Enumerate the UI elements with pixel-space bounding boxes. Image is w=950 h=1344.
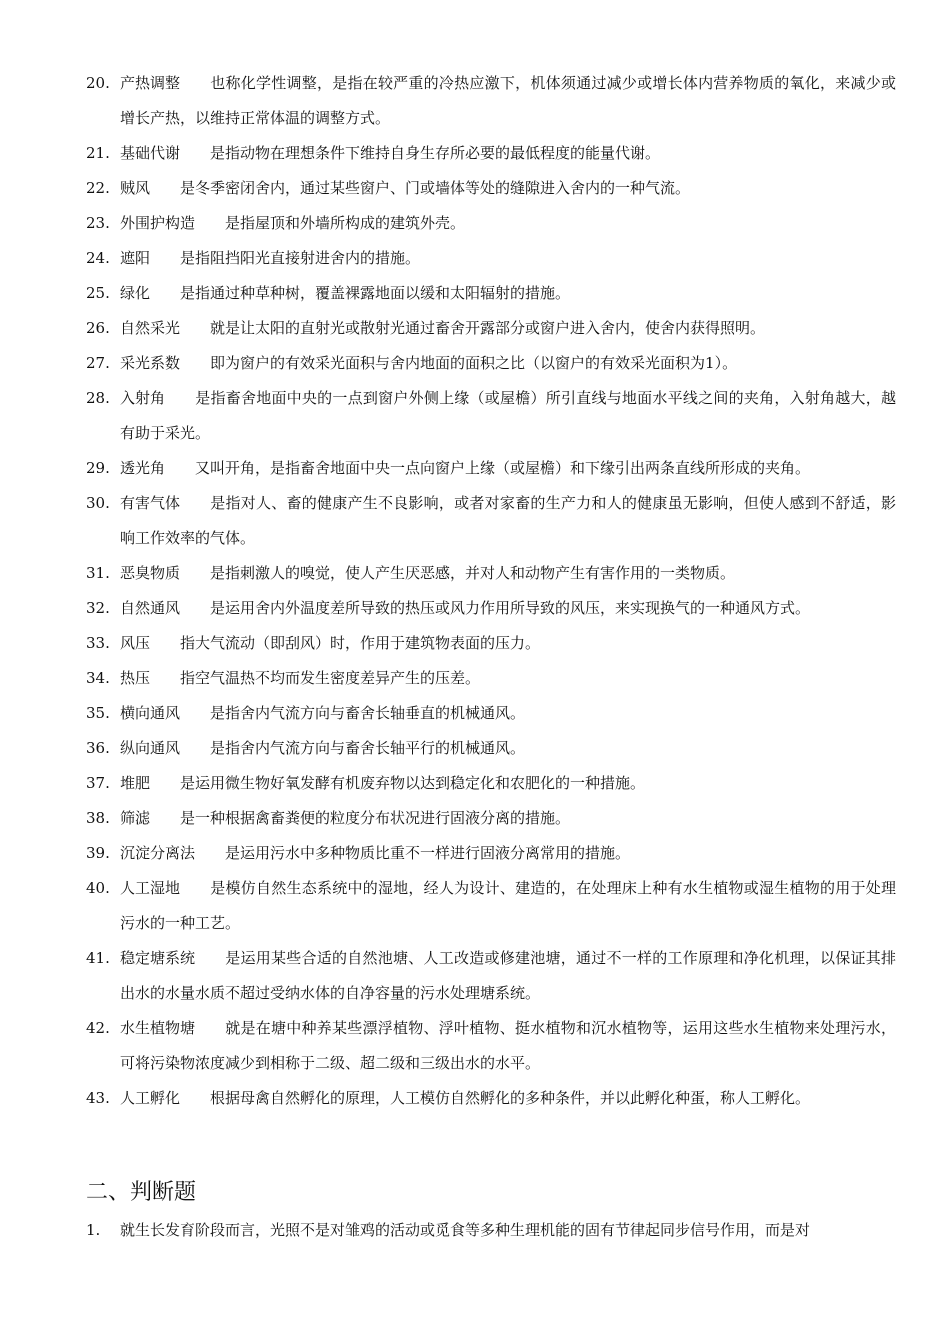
item-number: 41. <box>86 949 110 967</box>
definition-text: 是运用某些合适的自然池塘、人工改造或修建池塘，通过不一样的工作原理和净化机理，以保证其排出水的水量水质不超过受纳水体的自净容量的污水处理塘系统。 <box>120 949 896 1002</box>
term: 贼风 <box>120 179 151 197</box>
definition-body <box>120 941 896 1011</box>
item-number: 36. <box>86 739 110 757</box>
definition-body <box>120 346 896 381</box>
term: 筛滤 <box>120 809 151 827</box>
definition-text: 是冬季密闭舍内，通过某些窗户、门或墙体等处的缝隙进入舍内的一种气流。 <box>180 179 691 197</box>
item-number: 25. <box>86 284 110 302</box>
definition-item <box>86 66 896 136</box>
term: 入射角 <box>120 389 166 407</box>
definition-item <box>86 766 896 801</box>
item-number: 34. <box>86 669 110 687</box>
term: 透光角 <box>120 459 166 477</box>
item-number: 20. <box>86 74 110 92</box>
definition-item <box>86 346 896 381</box>
term: 遮阳 <box>120 249 151 267</box>
term: 自然采光 <box>120 319 181 337</box>
definition-body <box>120 1011 896 1081</box>
true-false-list <box>86 1213 896 1248</box>
definition-body <box>120 276 896 311</box>
definition-item <box>86 941 896 1011</box>
term: 人工湿地 <box>120 879 181 897</box>
definition-item <box>86 836 896 871</box>
term: 有害气体 <box>120 494 181 512</box>
definition-text: 指大气流动（即刮风）时，作用于建筑物表面的压力。 <box>180 634 541 652</box>
term: 基础代谢 <box>120 144 181 162</box>
definition-text: 是模仿自然生态系统中的湿地，经人为设计、建造的，在处理床上种有水生植物或湿生植物的用于处理污水的一种工艺。 <box>120 879 896 932</box>
definition-text: 是指屋顶和外墙所构成的建筑外壳。 <box>225 214 466 232</box>
definition-text: 是指阻挡阳光直接射进舍内的措施。 <box>180 249 421 267</box>
term: 沉淀分离法 <box>120 844 196 862</box>
term: 纵向通风 <box>120 739 181 757</box>
section-title: 二、判断题 <box>86 1180 197 1205</box>
definition-body <box>120 66 896 136</box>
definition-item <box>86 696 896 731</box>
definition-list <box>86 66 896 1116</box>
item-number: 35. <box>86 704 110 722</box>
definition-item <box>86 871 896 941</box>
item-number: 31. <box>86 564 110 582</box>
item-number: 28. <box>86 389 110 407</box>
definition-body <box>120 206 896 241</box>
definition-body <box>120 381 896 451</box>
definition-item <box>86 206 896 241</box>
definition-text: 根据母禽自然孵化的原理，人工模仿自然孵化的多种条件，并以此孵化种蛋，称人工孵化。 <box>210 1089 811 1107</box>
term: 绿化 <box>120 284 151 302</box>
definition-body <box>120 626 896 661</box>
question-item <box>86 1213 896 1248</box>
item-number: 26. <box>86 319 110 337</box>
term: 风压 <box>120 634 151 652</box>
definition-text: 即为窗户的有效采光面积与舍内地面的面积之比（以窗户的有效采光面积为1）。 <box>210 354 738 372</box>
term: 稳定塘系统 <box>120 949 196 967</box>
definition-body <box>120 1081 896 1116</box>
term: 自然通风 <box>120 599 181 617</box>
item-number: 22. <box>86 179 110 197</box>
definition-body <box>120 871 896 941</box>
item-number: 21. <box>86 144 110 162</box>
term: 恶臭物质 <box>120 564 181 582</box>
definition-body <box>120 766 896 801</box>
item-number: 40. <box>86 879 110 897</box>
item-number: 32. <box>86 599 110 617</box>
definition-item <box>86 626 896 661</box>
definition-text: 是运用微生物好氧发酵有机废弃物以达到稳定化和农肥化的一种措施。 <box>180 774 646 792</box>
definition-item <box>86 556 896 591</box>
definition-item <box>86 661 896 696</box>
item-number: 29. <box>86 459 110 477</box>
definition-item <box>86 381 896 451</box>
definition-body <box>120 241 896 276</box>
term: 产热调整 <box>120 74 181 92</box>
definition-item <box>86 1081 896 1116</box>
item-number: 1. <box>86 1221 101 1239</box>
term: 采光系数 <box>120 354 181 372</box>
definition-text: 是指对人、畜的健康产生不良影响，或者对家畜的生产力和人的健康虽无影响，但使人感到不舒适，影响工作效率的气体。 <box>120 494 896 547</box>
definition-item <box>86 276 896 311</box>
definition-item <box>86 801 896 836</box>
definition-body <box>120 731 896 766</box>
definition-text: 又叫开角，是指畜舍地面中央一点向窗户上缘（或屋檐）和下缘引出两条直线所形成的夹角。 <box>195 459 811 477</box>
item-number: 42. <box>86 1019 110 1037</box>
definition-item <box>86 591 896 626</box>
definition-body <box>120 311 896 346</box>
definition-item <box>86 136 896 171</box>
item-number: 27. <box>86 354 110 372</box>
term: 水生植物塘 <box>120 1019 196 1037</box>
definition-text: 是一种根据禽畜粪便的粒度分布状况进行固液分离的措施。 <box>180 809 571 827</box>
definition-body <box>120 661 896 696</box>
item-number: 43. <box>86 1089 110 1107</box>
item-number: 30. <box>86 494 110 512</box>
term: 热压 <box>120 669 151 687</box>
definition-body <box>120 591 896 626</box>
definition-item <box>86 171 896 206</box>
definition-body <box>120 836 896 871</box>
definition-item <box>86 731 896 766</box>
definition-text: 是指舍内气流方向与畜舍长轴平行的机械通风。 <box>210 739 526 757</box>
definition-body <box>120 171 896 206</box>
definition-body <box>120 451 896 486</box>
definition-body <box>120 486 896 556</box>
question-text: 就生长发育阶段而言，光照不是对雏鸡的活动或觅食等多种生理机能的固有节律起同步信号作用，而是对 <box>120 1221 811 1239</box>
definition-text: 是指畜舍地面中央的一点到窗户外侧上缘（或屋檐）所引直线与地面水平线之间的夹角，入射角越大，越有助于采光。 <box>120 389 896 442</box>
definition-item <box>86 486 896 556</box>
term: 堆肥 <box>120 774 151 792</box>
definition-text: 就是让太阳的直射光或散射光通过畜舍开露部分或窗户进入舍内，使舍内获得照明。 <box>210 319 766 337</box>
definition-body <box>120 801 896 836</box>
definition-item <box>86 241 896 276</box>
item-number: 24. <box>86 249 110 267</box>
definition-text: 是指动物在理想条件下维持自身生存所必要的最低程度的能量代谢。 <box>210 144 661 162</box>
definition-text: 是指刺激人的嗅觉，使人产生厌恶感，并对人和动物产生有害作用的一类物质。 <box>210 564 736 582</box>
definition-text: 是运用污水中多种物质比重不一样进行固液分离常用的措施。 <box>225 844 631 862</box>
definition-item <box>86 451 896 486</box>
definition-text: 指空气温热不均而发生密度差异产生的压差。 <box>180 669 481 687</box>
definition-item <box>86 311 896 346</box>
item-number: 33. <box>86 634 110 652</box>
term: 外围护构造 <box>120 214 196 232</box>
term: 横向通风 <box>120 704 181 722</box>
definition-body <box>120 556 896 591</box>
item-number: 37. <box>86 774 110 792</box>
definition-body <box>120 696 896 731</box>
definition-text: 是指舍内气流方向与畜舍长轴垂直的机械通风。 <box>210 704 526 722</box>
item-number: 23. <box>86 214 110 232</box>
definition-body <box>120 136 896 171</box>
definition-text: 也称化学性调整，是指在较严重的冷热应激下，机体须通过减少或增长体内营养物质的氧化，来减少或增长产热，以维持正常体温的调整方式。 <box>120 74 896 127</box>
definition-text: 就是在塘中种养某些漂浮植物、浮叶植物、挺水植物和沉水植物等，运用这些水生植物来处理污水，可将污染物浓度减少到相称于二级、超二级和三级出水的水平。 <box>120 1019 896 1072</box>
item-number: 39. <box>86 844 110 862</box>
definition-item <box>86 1011 896 1081</box>
term: 人工孵化 <box>120 1089 181 1107</box>
item-number: 38. <box>86 809 110 827</box>
definition-text: 是运用舍内外温度差所导致的热压或风力作用所导致的风压，来实现换气的一种通风方式。 <box>210 599 811 617</box>
definition-text: 是指通过种草种树，覆盖裸露地面以缓和太阳辐射的措施。 <box>180 284 571 302</box>
